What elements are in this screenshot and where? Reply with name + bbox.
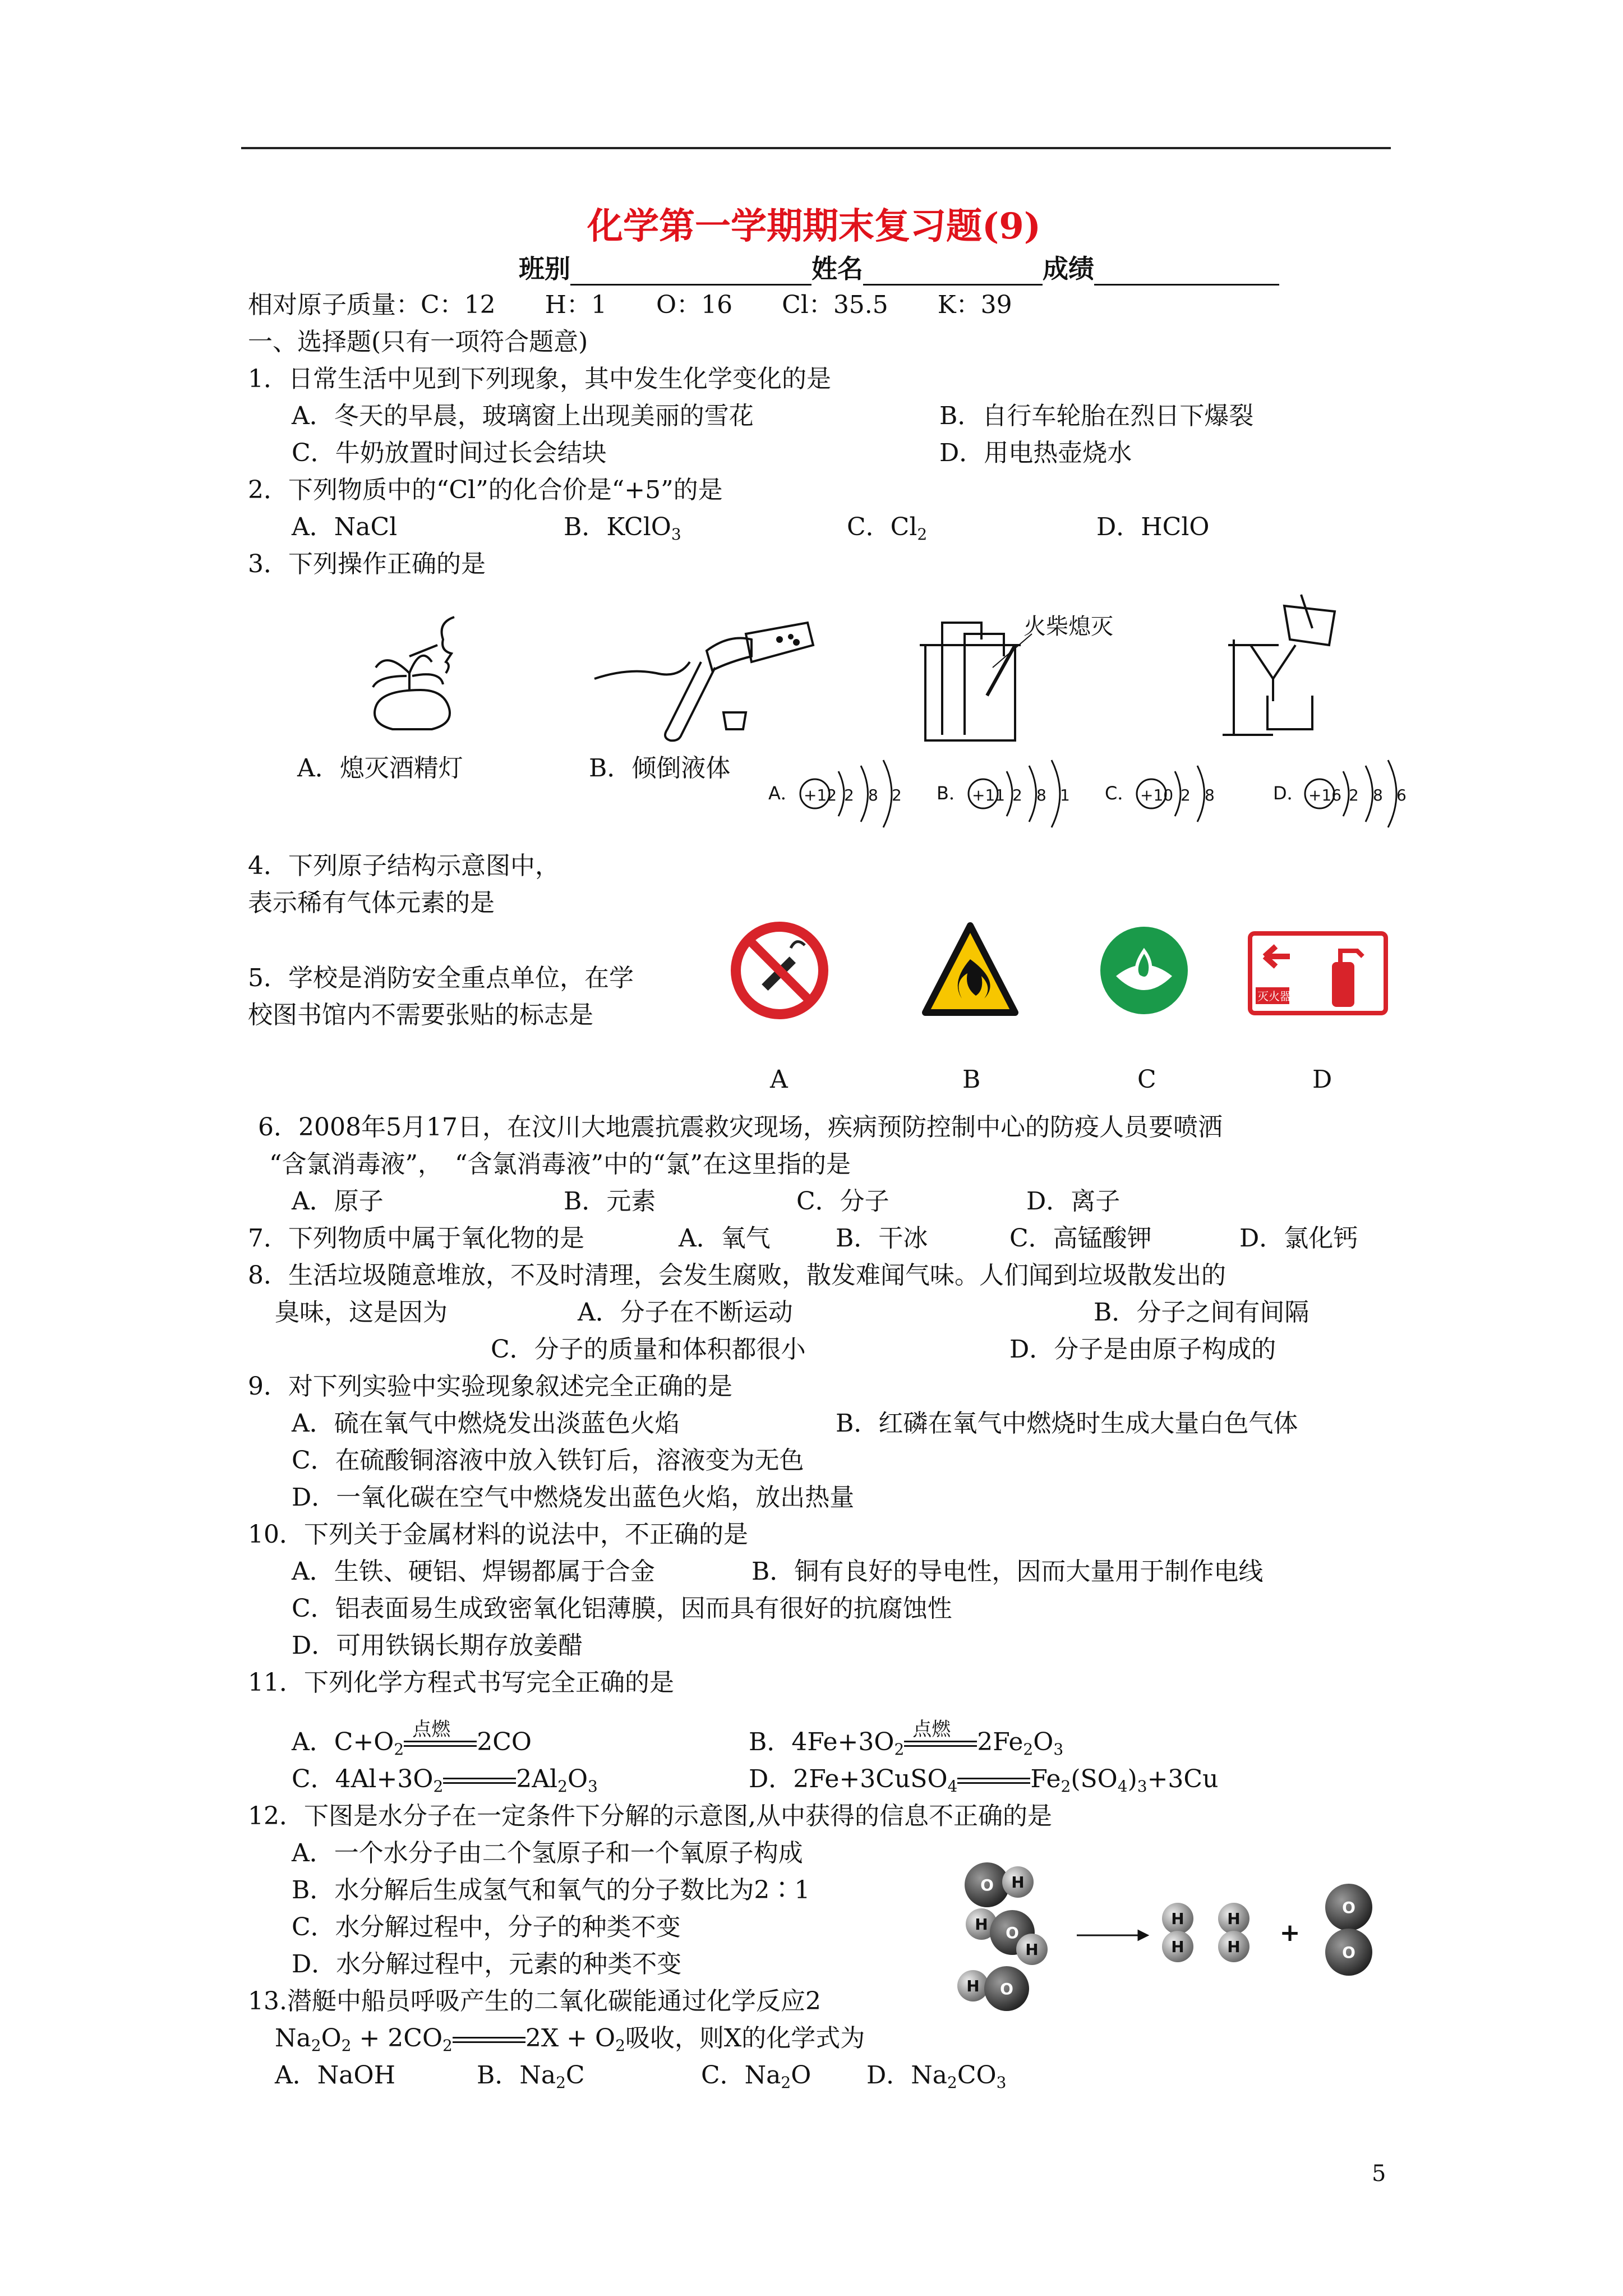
q6-option-d[interactable]: D．离子 <box>1026 1187 1121 1216</box>
q13-option-b[interactable]: B．$Na_2C$ <box>477 2061 585 2092</box>
q10-option-b[interactable]: B．铜有良好的导电性，因而大量用于制作电线 <box>751 1557 1264 1586</box>
q5-label-a: A <box>770 1065 788 1094</box>
svg-text:8: 8 <box>1205 786 1215 804</box>
q12-water-decomposition-diagram <box>948 1857 1391 2031</box>
q7-option-a[interactable]: A．氧气 <box>679 1224 771 1253</box>
q11-option-d[interactable]: D．2Fe+3CuSO$_4$ $Fe_2(SO_4)_3+3Cu$ <box>749 1765 1219 1796</box>
q13-stem-line2: $Na_2O_2 + 2CO_2$ $2X + O_2$吸收，则X的化学式为 <box>275 2024 865 2055</box>
q7-stem: 7．下列物质中属于氧化物的是 <box>248 1224 584 1253</box>
student-info-line <box>519 249 1279 286</box>
q10-option-d[interactable]: D．可用铁锅长期存放姜醋 <box>292 1631 583 1660</box>
reaction-arrow <box>957 1775 1030 1787</box>
q3-image-a-extinguish-lamp <box>353 606 477 740</box>
q5-water-saving-sign[interactable] <box>1094 920 1195 1021</box>
svg-text:H: H <box>1227 1910 1241 1928</box>
svg-text:8: 8 <box>868 786 878 804</box>
svg-text:2: 2 <box>1012 786 1022 804</box>
q1-option-a[interactable]: A．冬天的早晨，玻璃窗上出现美丽的雪花 <box>292 402 754 430</box>
q5-stem-line2: 校图书馆内不需要张贴的标志是 <box>248 1001 593 1029</box>
svg-text:+: + <box>1279 1918 1301 1947</box>
score-field[interactable] <box>1094 259 1279 286</box>
svg-text:H: H <box>1227 1938 1241 1956</box>
q13-option-a[interactable]: A．NaOH <box>275 2061 395 2090</box>
q1-option-d[interactable]: D．用电热壶烧水 <box>939 439 1132 467</box>
q4-stem-line2: 表示稀有气体元素的是 <box>248 889 495 917</box>
reaction-arrow <box>443 1775 516 1787</box>
q5-label-b: B <box>962 1065 981 1094</box>
svg-text:O: O <box>1342 1943 1355 1962</box>
svg-text:2: 2 <box>892 786 902 804</box>
svg-text:O: O <box>1342 1898 1355 1917</box>
q8-stem-line2: 臭味，这是因为 <box>275 1298 448 1327</box>
q13-option-c[interactable]: C．$Na_2O$ <box>701 2061 811 2092</box>
svg-text:C．: C． <box>1105 783 1136 804</box>
q6-stem-line1: 6．2008年5月17日，在汶川大地震抗震救灾现场，疾病预防控制中心的防疫人员要喷洒 <box>258 1113 1223 1142</box>
q4-stem-line1: 4．下列原子结构示意图中， <box>248 852 560 880</box>
name-label: 姓名 <box>811 254 863 284</box>
atomic-mass-line: 相对原子质量：C：12 H：1 O：16 Cl：35.5 K：39 <box>248 291 1012 319</box>
q2-option-a[interactable]: A．NaCl <box>292 513 398 541</box>
page-title: 化学第一学期期末复习题(9) <box>587 205 1041 247</box>
q5-flammable-warning-sign[interactable] <box>920 920 1021 1021</box>
q9-stem: 9．对下列实验中实验现象叙述完全正确的是 <box>248 1372 732 1401</box>
q12-option-d[interactable]: D．水分解过程中，元素的种类不变 <box>292 1950 682 1978</box>
q12-option-a[interactable]: A．一个水分子由二个氢原子和一个氧原子构成 <box>292 1839 803 1867</box>
svg-text:O: O <box>980 1876 994 1894</box>
svg-text:+16: +16 <box>1308 786 1342 804</box>
q9-option-b[interactable]: B．红磷在氧气中燃烧时生成大量白色气体 <box>836 1409 1298 1438</box>
q9-option-d[interactable]: D．一氧化碳在空气中燃烧发出蓝色火焰，放出热量 <box>292 1483 855 1512</box>
top-rule <box>241 147 1391 149</box>
q2-option-d[interactable]: D．HClO <box>1096 513 1210 541</box>
svg-text:H: H <box>966 1977 980 1995</box>
svg-text:2: 2 <box>1349 786 1359 804</box>
svg-text:+11: +11 <box>972 786 1006 804</box>
q8-stem-line1: 8．生活垃圾随意堆放，不及时清理，会发生腐败，散发难闻气味。人们闻到垃圾散发出的 <box>248 1261 1226 1290</box>
svg-text:H: H <box>1011 1873 1025 1892</box>
q10-option-c[interactable]: C．铝表面易生成致密氧化铝薄膜，因而具有很好的抗腐蚀性 <box>292 1594 952 1623</box>
q6-option-a[interactable]: A．原子 <box>292 1187 384 1216</box>
reaction-arrow <box>453 2035 525 2046</box>
svg-text:+10: +10 <box>1140 786 1174 804</box>
reaction-arrow: 点燃 <box>904 1738 977 1750</box>
q3-image-b-pour-liquid <box>594 611 819 740</box>
q2-option-c[interactable]: C．$Cl_2$ <box>847 513 928 544</box>
q5-no-smoking-sign[interactable] <box>729 920 830 1021</box>
svg-text:H: H <box>975 1915 988 1934</box>
q6-option-b[interactable]: B．元素 <box>564 1187 656 1216</box>
class-label: 班别 <box>519 254 570 284</box>
q1-stem: 1．日常生活中见到下列现象，其中发生化学变化的是 <box>248 365 831 393</box>
svg-text:1: 1 <box>1060 786 1070 804</box>
page-number: 5 <box>1372 2161 1386 2187</box>
q5-fire-extinguisher-sign[interactable] <box>1248 931 1388 1015</box>
q9-option-a[interactable]: A．硫在氧气中燃烧发出淡蓝色火焰 <box>292 1409 680 1438</box>
svg-text:B．: B． <box>937 783 967 804</box>
q8-option-a[interactable]: A．分子在不断运动 <box>578 1298 793 1327</box>
q2-stem: 2．下列物质中的“Cl”的化合价是“+5”的是 <box>248 476 723 504</box>
atom-diagram-b[interactable] <box>937 760 1070 827</box>
svg-text:A．: A． <box>768 783 799 804</box>
q1-option-c[interactable]: C．牛奶放置时间过长会结块 <box>292 439 607 467</box>
q7-option-c[interactable]: C．高锰酸钾 <box>1009 1224 1152 1253</box>
q6-stem-line2: “含氯消毒液”， “含氯消毒液”中的“氯”在这里指的是 <box>269 1150 851 1179</box>
q13-stem-line1: 13.潜艇中船员呼吸产生的二氧化碳能通过化学反应2 <box>248 1987 821 2016</box>
q8-option-b[interactable]: B．分子之间有间隔 <box>1094 1298 1310 1327</box>
svg-text:8: 8 <box>1036 786 1046 804</box>
q11-option-c[interactable]: C．$4Al+3O_2$ $2Al_2O_3$ <box>292 1765 598 1796</box>
score-label: 成绩 <box>1043 254 1094 284</box>
q10-option-a[interactable]: A．生铁、硬铝、焊锡都属于合金 <box>292 1557 655 1586</box>
q6-option-c[interactable]: C．分子 <box>796 1187 889 1216</box>
svg-text:2: 2 <box>1181 786 1191 804</box>
q7-option-b[interactable]: B．干冰 <box>836 1224 928 1253</box>
q11-stem: 11．下列化学方程式书写完全正确的是 <box>248 1668 674 1697</box>
svg-text:O: O <box>1000 1980 1013 1998</box>
section-heading: 一、选择题(只有一项符合题意) <box>248 328 588 356</box>
q11-option-b[interactable]: B．$4Fe+3O_2$ 点燃 $2Fe_2O_3$ <box>749 1718 1064 1759</box>
q3-fire-label: 火柴熄灭 <box>1023 614 1113 639</box>
q5-label-d: D <box>1312 1065 1332 1094</box>
q8-option-c[interactable]: C．分子的质量和体积都很小 <box>491 1335 806 1364</box>
q12-option-b[interactable]: B．水分解后生成氢气和氧气的分子数比为2∶1 <box>292 1876 810 1904</box>
svg-text:2: 2 <box>844 786 854 804</box>
q5-stem-line1: 5．学校是消防安全重点单位，在学 <box>248 964 634 992</box>
extinguisher-text: 灭火器 <box>1257 990 1291 1003</box>
q8-option-d[interactable]: D．分子是由原子构成的 <box>1009 1335 1276 1364</box>
svg-text:D．: D． <box>1273 783 1305 804</box>
class-field[interactable] <box>570 259 811 286</box>
q5-label-c: C <box>1137 1065 1156 1094</box>
name-field[interactable] <box>863 259 1043 286</box>
svg-text:H: H <box>1171 1910 1184 1928</box>
q9-option-c[interactable]: C．在硫酸铜溶液中放入铁钉后，溶液变为无色 <box>292 1446 804 1475</box>
atom-diagram-c[interactable] <box>1105 766 1215 822</box>
svg-text:O: O <box>1006 1924 1019 1942</box>
q3-stem: 3．下列操作正确的是 <box>248 550 486 578</box>
q3-image-d-filter <box>1217 595 1346 746</box>
svg-text:H: H <box>1025 1940 1039 1959</box>
q10-stem: 10．下列关于金属材料的说法中，不正确的是 <box>248 1520 748 1549</box>
svg-text:+12: +12 <box>804 786 837 804</box>
q13-option-d[interactable]: D．$Na_2CO_3$ <box>866 2061 1007 2092</box>
reaction-arrow: 点燃 <box>404 1738 477 1750</box>
q3-option-a[interactable]: A．熄灭酒精灯 <box>297 754 463 783</box>
q2-option-b[interactable]: B．KClO$_3$ <box>564 513 681 544</box>
atom-diagram-d[interactable] <box>1273 760 1407 827</box>
q4-atom-diagrams <box>766 749 1427 833</box>
q1-option-b[interactable]: B．自行车轮胎在烈日下爆裂 <box>939 402 1254 430</box>
q11-option-a[interactable]: A．$C+O_2$ 点燃 2CO <box>292 1718 532 1759</box>
q3-option-b[interactable]: B．倾倒液体 <box>589 754 731 783</box>
svg-text:H: H <box>1171 1938 1184 1956</box>
q12-option-c[interactable]: C．水分解过程中，分子的种类不变 <box>292 1913 681 1941</box>
q12-stem: 12．下图是水分子在一定条件下分解的示意图,从中获得的信息不正确的是 <box>248 1802 1052 1830</box>
atom-diagram-a[interactable] <box>768 760 902 827</box>
svg-text:6: 6 <box>1396 786 1407 804</box>
q3-image-c-gas-bottle <box>909 611 1113 746</box>
svg-text:8: 8 <box>1373 786 1383 804</box>
q7-option-d[interactable]: D．氯化钙 <box>1239 1224 1358 1253</box>
